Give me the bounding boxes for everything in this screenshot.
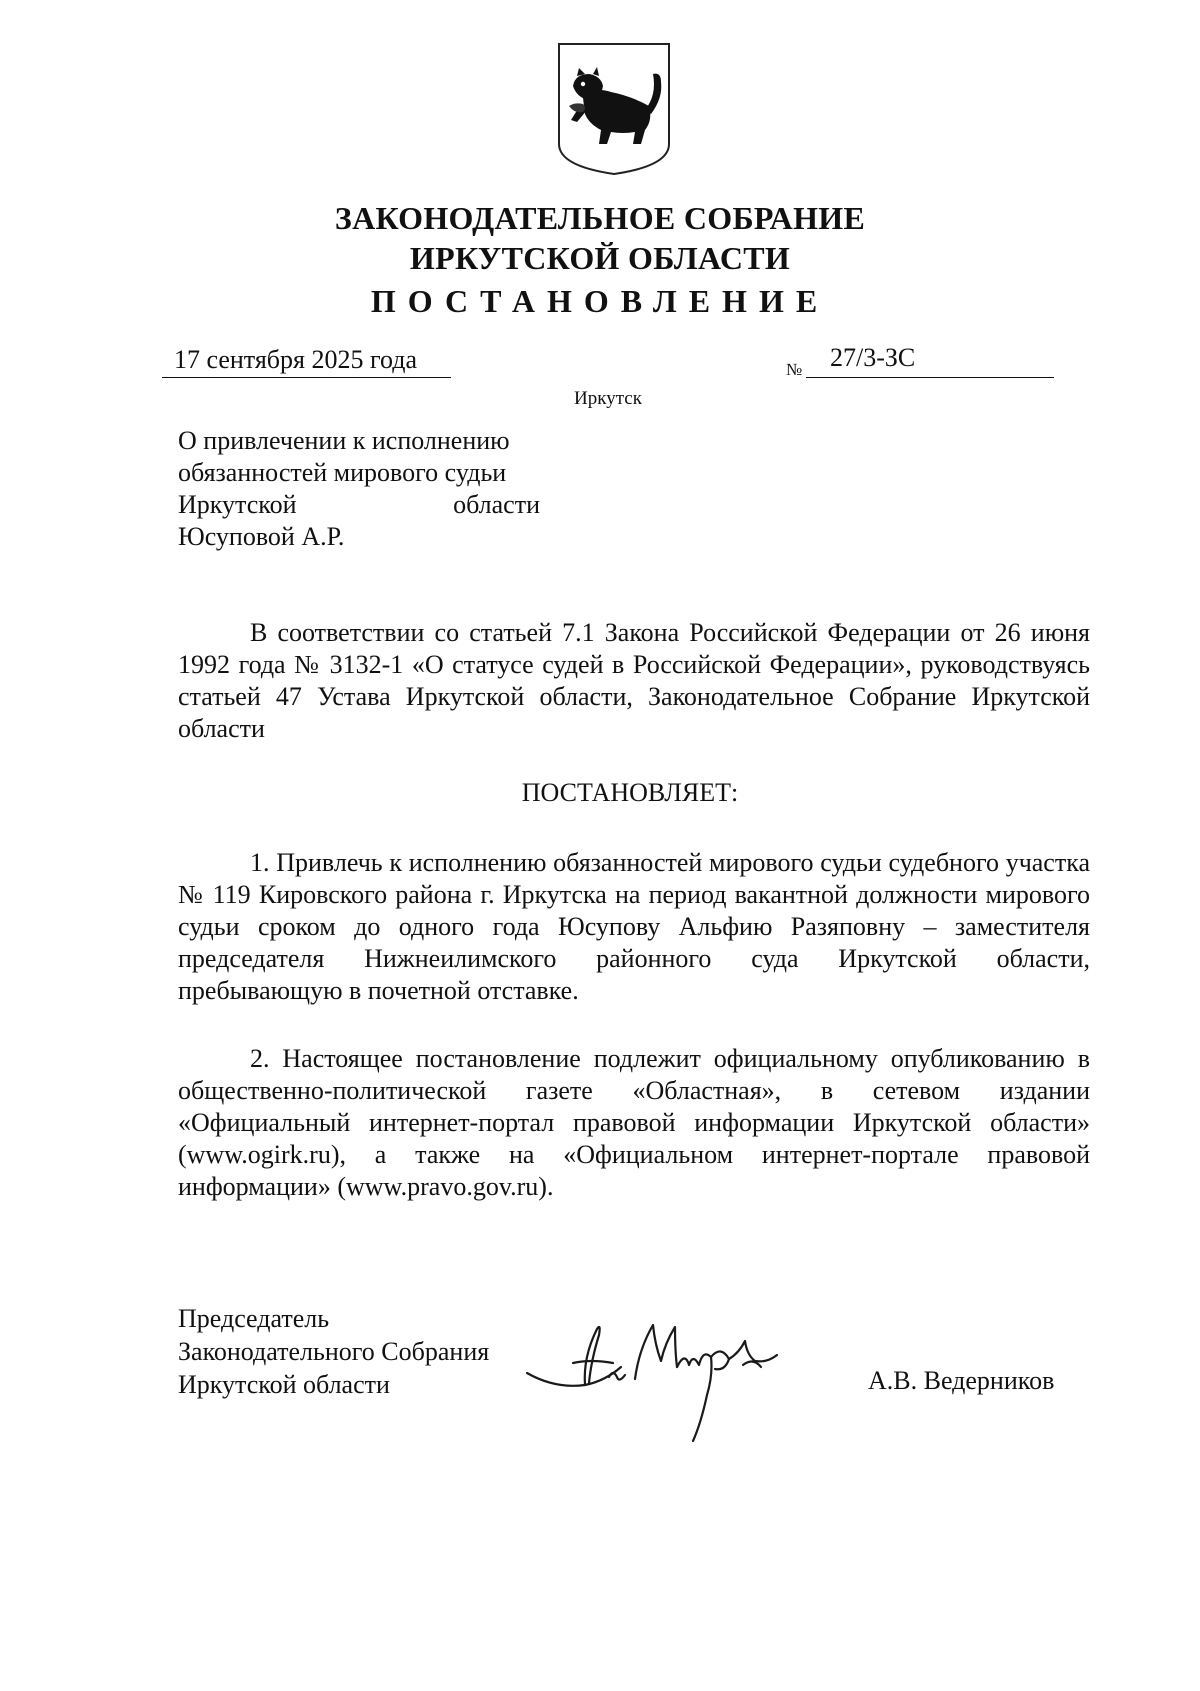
preamble-paragraph: [178, 617, 1090, 745]
organization-name-line1: ЗАКОНОДАТЕЛЬНОЕ СОБРАНИЕ: [334, 200, 866, 236]
subject-line: Юсуповой А.Р.: [178, 522, 345, 551]
item-2-text: 2. Настоящее постановление подлежит официальному опубликованию в общественно-политической газете «Областная», в сетевом издании «Официальный интернет-портал правовой информации Иркутской области» (www.ogirk.ru), а также на «Официальном интернет-портале правовой информации» (www.pravo.gov.ru).: [178, 1044, 1090, 1201]
item-1-paragraph: [178, 847, 1090, 1007]
signer-name: А.В. Ведерников: [868, 1366, 1055, 1395]
signer-title: [178, 1302, 489, 1401]
preamble-text: В соответствии со статьей 7.1 Закона Российской Федерации от 26 июня 1992 года № 3132-1 «О статусе судей в Российской Федерации», руководствуясь статьей 47 Устава Иркутской области, Законодательное Собрание Иркутской области: [178, 618, 1090, 743]
irkutsk-coat-of-arms-icon: [553, 40, 675, 178]
signer-title-line: Законодательного Собрания: [178, 1337, 490, 1366]
document-number: 27/3-ЗС: [806, 343, 1054, 378]
document-subject: [178, 425, 540, 553]
signer-title-line: Иркутской области: [178, 1370, 390, 1399]
decree-heading: ПОСТАНОВЛЯЕТ:: [521, 778, 739, 807]
item-1-text: 1. Привлечь к исполнению обязанностей мирового судьи судебного участка № 119 Кировского района г. Иркутска на период вакантной должности мирового судьи сроком до одного года Юсупову Альфию Разяповну – заместителя председателя Нижнеилимского районного суда Иркутской области, пребывающую в почетной отставке.: [178, 848, 1090, 1005]
subject-line: О привлечении к исполнению: [178, 426, 510, 455]
subject-line: Иркутской области: [178, 490, 540, 519]
organization-name-line2: ИРКУТСКОЙ ОБЛАСТИ: [409, 240, 791, 276]
document-date: 17 сентября 2025 года: [162, 345, 451, 378]
subject-line: обязанностей мирового судьи: [178, 458, 507, 487]
item-2-paragraph: [178, 1043, 1090, 1203]
number-sign-label: №: [786, 360, 803, 379]
document-city: Иркутск: [574, 388, 642, 409]
signer-title-line: Председатель: [178, 1304, 330, 1333]
handwritten-signature-icon: [525, 1305, 825, 1455]
document-type-title: ПОСТАНОВЛЕНИЕ: [370, 283, 830, 319]
